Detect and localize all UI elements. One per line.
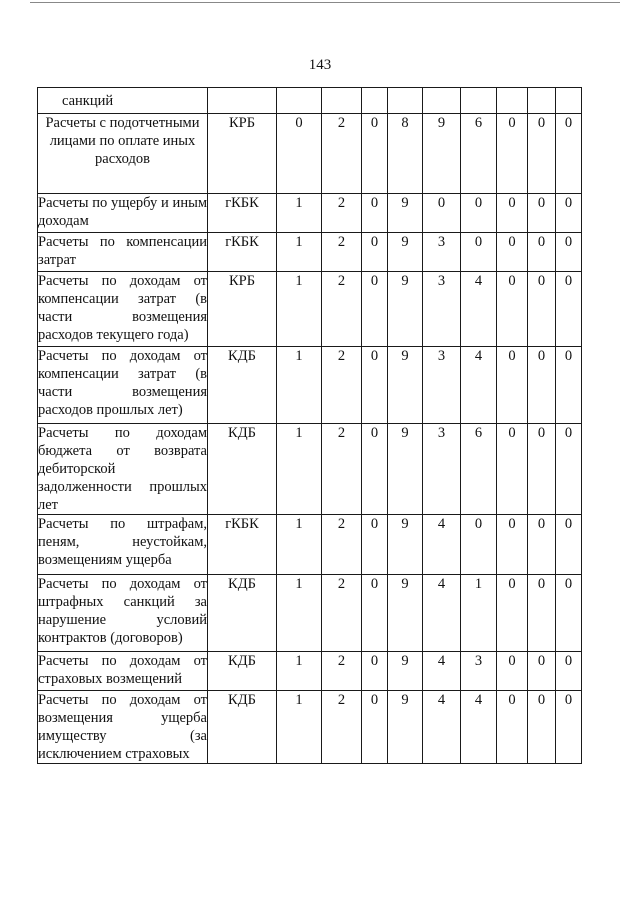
budget-code: КРБ <box>208 114 277 194</box>
table-row <box>38 575 582 652</box>
account-digit: 9 <box>388 194 423 233</box>
account-name-cell <box>38 575 208 652</box>
account-digit: 0 <box>362 114 388 194</box>
account-digit: 0 <box>362 575 388 652</box>
account-digit: 0 <box>362 233 388 272</box>
account-digit: 1 <box>461 575 497 652</box>
account-digit: 2 <box>322 515 362 575</box>
account-digit <box>556 88 582 114</box>
account-name: Расчеты по ущербу и иным доходам <box>38 195 207 229</box>
account-digit: 0 <box>497 272 528 347</box>
account-digit <box>528 88 556 114</box>
page-number: 143 <box>308 57 332 73</box>
account-digit: 0 <box>497 575 528 652</box>
account-digit: 1 <box>277 652 322 691</box>
account-digit: 2 <box>322 575 362 652</box>
account-digit: 0 <box>497 515 528 575</box>
account-digit: 0 <box>556 691 582 764</box>
account-digit: 0 <box>461 194 497 233</box>
table-row <box>38 114 582 194</box>
account-digit: 0 <box>497 691 528 764</box>
account-digit: 2 <box>322 194 362 233</box>
account-digit: 2 <box>322 424 362 515</box>
account-digit: 0 <box>362 515 388 575</box>
account-digit: 1 <box>277 347 322 424</box>
account-digit: 4 <box>461 691 497 764</box>
account-name: санкций <box>62 93 114 109</box>
account-digit: 9 <box>388 575 423 652</box>
account-name-cell <box>38 691 208 764</box>
account-digit: 3 <box>423 233 461 272</box>
account-digit: 2 <box>322 691 362 764</box>
account-digit: 9 <box>388 652 423 691</box>
account-digit: 1 <box>277 272 322 347</box>
budget-code <box>208 88 277 114</box>
account-digit: 0 <box>277 114 322 194</box>
account-digit: 3 <box>461 652 497 691</box>
account-name-cell <box>38 88 208 114</box>
account-name: Расчеты по доходам от компенсации затрат (в части возмещения расходов прошлых лет) <box>38 348 207 418</box>
account-digit: 2 <box>322 114 362 194</box>
account-name: Расчеты по доходам от компенсации затрат (в части возмещения расходов текущего года) <box>38 273 207 343</box>
account-digit <box>497 88 528 114</box>
account-digit: 3 <box>423 424 461 515</box>
account-digit: 9 <box>388 515 423 575</box>
account-digit: 0 <box>528 515 556 575</box>
account-digit: 0 <box>362 652 388 691</box>
account-digit: 0 <box>556 575 582 652</box>
account-name-cell <box>38 347 208 424</box>
account-digit <box>277 88 322 114</box>
account-digit: 0 <box>461 515 497 575</box>
account-digit: 3 <box>423 347 461 424</box>
account-digit: 0 <box>528 272 556 347</box>
account-digit: 9 <box>388 691 423 764</box>
account-digit: 1 <box>277 233 322 272</box>
account-digit: 0 <box>556 347 582 424</box>
account-digit: 0 <box>497 194 528 233</box>
account-table <box>37 87 582 764</box>
account-digit: 9 <box>388 424 423 515</box>
account-name-cell <box>38 194 208 233</box>
account-digit: 0 <box>528 194 556 233</box>
account-digit <box>322 88 362 114</box>
account-digit: 2 <box>322 347 362 424</box>
account-name-cell <box>38 114 208 194</box>
table-row <box>38 691 582 764</box>
account-digit: 0 <box>362 194 388 233</box>
account-digit: 6 <box>461 424 497 515</box>
account-digit: 0 <box>528 424 556 515</box>
account-name: Расчеты по доходам от страховых возмещений <box>38 653 207 687</box>
account-digit: 2 <box>322 233 362 272</box>
account-digit: 9 <box>423 114 461 194</box>
account-digit: 0 <box>528 114 556 194</box>
budget-code: гКБК <box>208 233 277 272</box>
budget-code: КРБ <box>208 272 277 347</box>
account-digit: 0 <box>461 233 497 272</box>
account-digit: 0 <box>362 691 388 764</box>
table-row <box>38 272 582 347</box>
budget-code: гКБК <box>208 194 277 233</box>
account-name: Расчеты по доходам от возмещения ущерба имуществу (за исключением страховых <box>38 692 207 762</box>
account-digit: 0 <box>497 424 528 515</box>
table-row <box>38 424 582 515</box>
account-name: Расчеты по доходам от штрафных санкций за нарушение условий контрактов (договоров) <box>38 576 207 646</box>
account-digit: 0 <box>528 691 556 764</box>
account-digit <box>423 88 461 114</box>
account-digit: 0 <box>556 233 582 272</box>
account-digit: 0 <box>556 194 582 233</box>
account-digit: 3 <box>423 272 461 347</box>
account-name: Расчеты по компенсации затрат <box>38 234 207 268</box>
account-digit: 0 <box>528 233 556 272</box>
account-name: Расчеты по доходам бюджета от возврата дебиторской задолженности прошлых лет <box>38 425 207 513</box>
account-digit: 1 <box>277 575 322 652</box>
account-digit: 9 <box>388 272 423 347</box>
account-name: Расчеты по штрафам, пеням, неустойкам, возмещениям ущерба <box>38 516 207 568</box>
page-top-rule <box>30 2 620 3</box>
account-digit <box>388 88 423 114</box>
account-digit <box>362 88 388 114</box>
table-row <box>38 194 582 233</box>
table-row <box>38 515 582 575</box>
account-digit: 1 <box>277 424 322 515</box>
account-digit: 1 <box>277 194 322 233</box>
account-name-cell <box>38 652 208 691</box>
account-digit: 0 <box>362 272 388 347</box>
table-row <box>38 652 582 691</box>
account-digit: 0 <box>362 424 388 515</box>
account-digit: 4 <box>461 347 497 424</box>
account-digit: 2 <box>322 272 362 347</box>
account-digit: 0 <box>556 272 582 347</box>
account-digit: 9 <box>388 233 423 272</box>
account-digit <box>461 88 497 114</box>
account-name-cell <box>38 233 208 272</box>
account-digit: 0 <box>528 652 556 691</box>
budget-code: КДБ <box>208 424 277 515</box>
account-digit: 9 <box>388 347 423 424</box>
account-digit: 6 <box>461 114 497 194</box>
budget-code: КДБ <box>208 347 277 424</box>
account-name-cell <box>38 424 208 515</box>
account-name-cell <box>38 272 208 347</box>
account-digit: 2 <box>322 652 362 691</box>
account-digit: 4 <box>423 515 461 575</box>
account-digit: 0 <box>556 114 582 194</box>
account-digit: 4 <box>423 575 461 652</box>
account-digit: 1 <box>277 691 322 764</box>
account-digit: 0 <box>497 233 528 272</box>
account-digit: 4 <box>461 272 497 347</box>
table-row <box>38 233 582 272</box>
account-digit: 8 <box>388 114 423 194</box>
account-name: Расчеты с подотчетными лицами по оплате иных расходов <box>45 115 200 167</box>
account-digit: 0 <box>362 347 388 424</box>
table-row <box>38 88 582 114</box>
account-digit: 4 <box>423 652 461 691</box>
account-digit: 0 <box>423 194 461 233</box>
account-digit: 0 <box>556 652 582 691</box>
account-digit: 0 <box>528 347 556 424</box>
budget-code: КДБ <box>208 575 277 652</box>
budget-code: гКБК <box>208 515 277 575</box>
table-row <box>38 347 582 424</box>
account-name-cell <box>38 515 208 575</box>
account-digit: 0 <box>497 114 528 194</box>
account-digit: 0 <box>528 575 556 652</box>
account-digit: 0 <box>497 347 528 424</box>
budget-code: КДБ <box>208 691 277 764</box>
budget-code: КДБ <box>208 652 277 691</box>
account-digit: 0 <box>556 515 582 575</box>
account-digit: 0 <box>497 652 528 691</box>
account-digit: 4 <box>423 691 461 764</box>
account-digit: 0 <box>556 424 582 515</box>
account-digit: 1 <box>277 515 322 575</box>
